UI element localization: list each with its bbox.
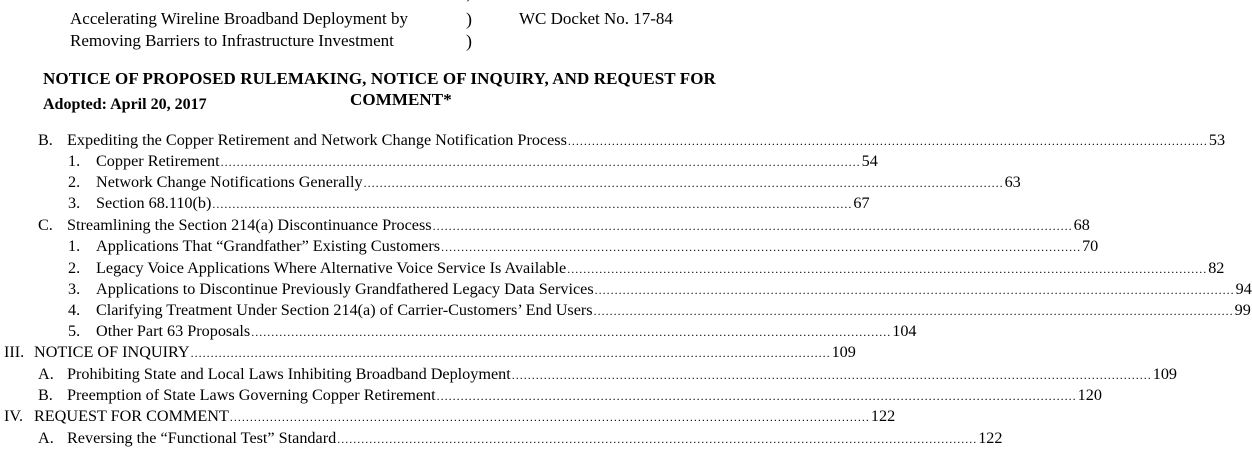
toc-leader-dots: ................................................................................................................................................................ <box>220 155 861 169</box>
toc-page-number: 68 <box>1073 216 1090 234</box>
caption-line-1: Accelerating Wireline Broadband Deployment by <box>70 9 408 28</box>
toc-number: 4. <box>68 301 81 319</box>
toc-title: Prohibiting State and Local Laws Inhibiting Broadband Deployment <box>67 365 511 383</box>
toc-title: Preemption of State Laws Governing Copper Retirement <box>67 386 436 404</box>
toc-row-other-part-63[interactable] <box>68 321 917 342</box>
toc-row-prohibiting-state-laws[interactable] <box>38 364 1178 385</box>
toc-row-functional-test[interactable] <box>38 428 1003 449</box>
toc-page-number: 99 <box>1234 301 1251 319</box>
toc-row-legacy-voice-applications[interactable] <box>68 258 1225 279</box>
toc-page-number: 120 <box>1077 386 1102 404</box>
toc-leader-dots: ................................................................................................................................................................ <box>436 389 1077 403</box>
toc-number: 1. <box>68 152 81 170</box>
toc-page-number: 109 <box>1152 365 1178 383</box>
toc-leader-dots: ................................................................................................................................................................ <box>212 197 853 211</box>
toc-row-section-c[interactable] <box>38 215 1090 236</box>
caption-paren-2: ) <box>466 31 472 51</box>
toc-title: Applications That “Grandfather” Existing Customers <box>96 237 441 255</box>
toc-page-number: 104 <box>892 322 917 340</box>
toc-leader-dots: ................................................................................................................................................................ <box>441 240 1082 254</box>
toc-title: Streamlining the Section 214(a) Discontinuance Process <box>67 216 432 234</box>
caption-line-2: Removing Barriers to Infrastructure Investment <box>70 31 394 50</box>
toc-title: Reversing the “Functional Test” Standard <box>67 429 337 447</box>
toc-row-section-b[interactable] <box>38 130 1226 151</box>
toc-page-number: 67 <box>853 194 870 212</box>
toc-leader-dots: ................................................................................................................................................................ <box>229 410 870 424</box>
notice-title-line-2: COMMENT* <box>350 90 452 109</box>
toc-page-number: 54 <box>861 152 878 170</box>
toc-page-number: 94 <box>1235 280 1252 298</box>
toc-title: Section 68.110(b) <box>96 194 212 212</box>
toc-number: 1. <box>68 237 81 255</box>
toc-title: Network Change Notifications Generally <box>96 173 363 191</box>
adopted-date: Adopted: April 20, 2017 <box>43 96 207 113</box>
toc-row-clarifying-treatment[interactable] <box>68 300 1251 321</box>
toc-row-section-68-110b[interactable] <box>68 193 870 214</box>
toc-title: Applications to Discontinue Previously Grandfathered Legacy Data Services <box>96 280 594 298</box>
toc-title: NOTICE OF INQUIRY <box>34 343 190 361</box>
toc-row-copper-retirement[interactable] <box>68 151 878 172</box>
toc-title: Clarifying Treatment Under Section 214(a) of Carrier-Customers’ End Users <box>96 301 593 319</box>
toc-page-number: 70 <box>1082 237 1099 255</box>
toc-row-preemption-state-laws[interactable] <box>38 385 1102 406</box>
toc-leader-dots: ................................................................................................................................................................ <box>511 368 1152 382</box>
toc-number: III. <box>4 343 25 361</box>
toc-page-number: 122 <box>870 407 896 425</box>
toc-leader-dots: ................................................................................................................................................................ <box>593 304 1234 318</box>
toc-leader-dots: ................................................................................................................................................................ <box>337 432 978 446</box>
toc-page-number: 53 <box>1208 131 1226 149</box>
toc-number: B. <box>38 386 53 404</box>
toc-title: Other Part 63 Proposals <box>96 322 251 340</box>
toc-number: IV. <box>4 407 24 425</box>
toc-leader-dots: ................................................................................................................................................................ <box>594 283 1235 297</box>
toc-number: 5. <box>68 322 81 340</box>
toc-title: Copper Retirement <box>96 152 220 170</box>
toc-number: A. <box>38 429 54 447</box>
toc-row-request-for-comment[interactable] <box>4 406 896 427</box>
toc-page-number: 82 <box>1208 259 1225 277</box>
notice-title-line-1: NOTICE OF PROPOSED RULEMAKING, NOTICE OF INQUIRY, AND REQUEST FOR <box>43 69 716 88</box>
toc-row-network-change-notifications[interactable] <box>68 172 1021 193</box>
toc-number: B. <box>38 131 53 149</box>
toc-row-grandfather-applications[interactable] <box>68 236 1099 257</box>
toc-leader-dots: ................................................................................................................................................................ <box>190 346 831 360</box>
toc-title: Expediting the Copper Retirement and Network Change Notification Process <box>67 131 567 149</box>
toc-leader-dots: ................................................................................................................................................................ <box>251 325 892 339</box>
toc-page-number: 122 <box>978 429 1003 447</box>
toc-row-legacy-data-services[interactable] <box>68 279 1252 300</box>
toc-leader-dots: ................................................................................................................................................................ <box>567 134 1208 148</box>
toc-number: 3. <box>68 280 81 298</box>
toc-row-notice-of-inquiry[interactable] <box>4 342 856 363</box>
toc-number: A. <box>38 365 54 383</box>
caption-tick-mark: ´ <box>466 0 470 11</box>
toc-number: 3. <box>68 194 81 212</box>
toc-number: 2. <box>68 259 81 277</box>
toc-page-number: 63 <box>1004 173 1021 191</box>
toc-leader-dots: ................................................................................................................................................................ <box>363 176 1004 190</box>
toc-title: Legacy Voice Applications Where Alternative Voice Service Is Available <box>96 259 567 277</box>
toc-title: REQUEST FOR COMMENT <box>34 407 229 425</box>
caption-paren-1: ) <box>466 9 472 29</box>
toc-number: 2. <box>68 173 81 191</box>
docket-number: WC Docket No. 17-84 <box>519 9 673 28</box>
toc-number: C. <box>38 216 53 234</box>
toc-page-number: 109 <box>831 343 856 361</box>
toc-leader-dots: ................................................................................................................................................................ <box>432 219 1073 233</box>
toc-leader-dots: ................................................................................................................................................................ <box>567 262 1208 276</box>
